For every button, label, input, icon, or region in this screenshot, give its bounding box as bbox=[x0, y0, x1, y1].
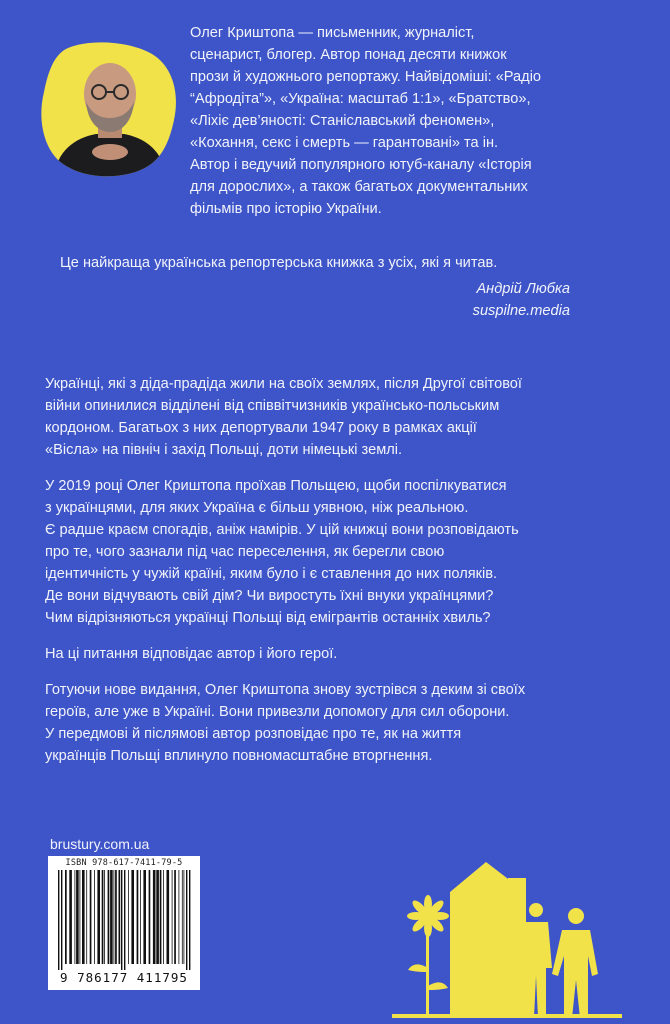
description-paragraph bbox=[45, 373, 635, 461]
bio-line: фільмів про історію України. bbox=[190, 201, 382, 217]
quote-attribution bbox=[473, 278, 570, 322]
bio-line: Автор і ведучий популярного ютуб-каналу «Історія bbox=[190, 157, 532, 173]
description-line: На ці питання відповідає автор і його герої. bbox=[45, 646, 338, 662]
bio-line: «Кохання, секс і смерть — гарантовані» та ін. bbox=[190, 135, 499, 151]
description-line: Чим відрізняються українці Польщі від емігрантів останніх хвиль? bbox=[45, 610, 491, 626]
barcode-bars bbox=[54, 870, 194, 970]
description-line: «Вісла» на північ і захід Польщі, доти німецькі землі. bbox=[45, 442, 403, 458]
description-line: війни опинилися відділені від співвітчизників українсько-польським bbox=[45, 398, 500, 414]
house-sunflower-people-illustration bbox=[392, 858, 622, 1023]
author-portrait-icon bbox=[40, 40, 178, 178]
description-line: ідентичність у чужій країні, яким було і є ставлення до них поляків. bbox=[45, 566, 498, 582]
author-bio bbox=[190, 22, 610, 220]
description-line: Українці, які з діда-прадіда жили на своїх землях, після Другої світової bbox=[45, 376, 522, 392]
description-line: Де вони відчувають свій дім? Чи виростуть їхні внуки українцями? bbox=[45, 588, 494, 604]
bio-line: «Ліхіє дев’яності: Станіславський феномен», bbox=[190, 113, 495, 129]
book-description bbox=[45, 373, 635, 781]
description-line: Готуючи нове видання, Олег Криштопа знову зустрівся з деким зі своїх bbox=[45, 682, 526, 698]
bio-line: прози й художнього репортажу. Найвідоміші: «Радіо bbox=[190, 69, 542, 85]
bio-line: “Афродіта”», «Україна: масштаб 1:1», «Братство», bbox=[190, 91, 531, 107]
description-line: українців Польщі вплинуло повномасштабне вторгнення. bbox=[45, 748, 433, 764]
description-line: героїв, але уже в Україні. Вони привезли допомогу для сил оборони. bbox=[45, 704, 510, 720]
publisher-website: brustury.com.ua bbox=[50, 836, 150, 852]
description-paragraph bbox=[45, 475, 635, 629]
barcode-digits: 9 786177 411795 bbox=[60, 970, 188, 985]
description-line: У передмові й післямові автор розповідає про те, як на життя bbox=[45, 726, 462, 742]
description-paragraph bbox=[45, 643, 635, 665]
description-line: про те, чого зазнали під час переселення, як берегли свою bbox=[45, 544, 445, 560]
description-paragraph bbox=[45, 679, 635, 767]
bio-line: Олег Криштопа — письменник, журналіст, bbox=[190, 25, 475, 41]
quote-source: suspilne.media bbox=[472, 303, 570, 319]
bio-line: для дорослих», а також багатьох документальних bbox=[190, 179, 528, 195]
bio-line: сценарист, блогер. Автор понад десяти книжок bbox=[190, 47, 507, 63]
description-line: Є радше краєм спогадів, аніж намірів. У цій книжці вони розповідають bbox=[45, 522, 519, 538]
review-quote: Це найкраща українська репортерська книжка з усіх, які я читав. bbox=[60, 255, 498, 271]
house-sunflower-people-icon bbox=[392, 858, 622, 1018]
quote-author: Андрій Любка bbox=[476, 281, 570, 297]
isbn-label: ISBN 978-617-7411-79-5 bbox=[65, 858, 183, 868]
description-line: з українцями, для яких Україна є більш уявною, ніж реальною. bbox=[45, 500, 469, 516]
author-photo bbox=[40, 40, 178, 178]
description-line: кордоном. Багатьох з них депортували 1947 року в рамках акції bbox=[45, 420, 477, 436]
description-line: У 2019 році Олег Криштопа проїхав Польщею, щоби поспілкуватися bbox=[45, 478, 507, 494]
isbn-barcode bbox=[48, 856, 200, 990]
